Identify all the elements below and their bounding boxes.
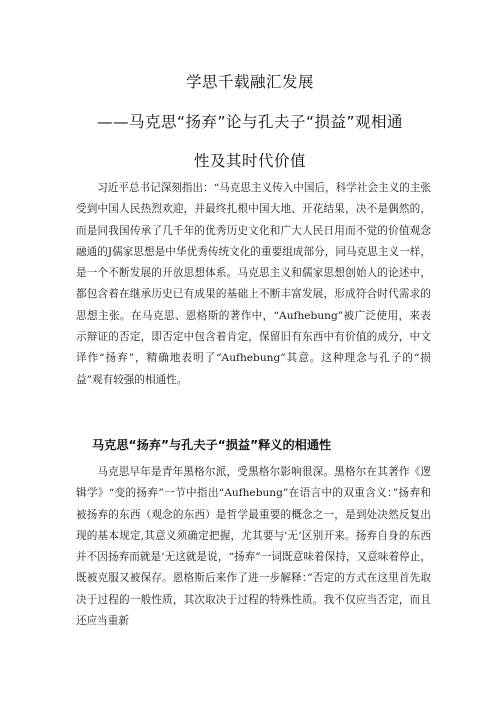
section-paragraph: 马克思早年是青年黑格尔派，受黑格尔影响很深。黑格尔在其著作《逻辑学》“变的扬弃”一节中指出“Aufhebung”在语言中的双重含义：”扬弃和被扬弃的东西（观念的东西）是哲学最重要的概念之一，是到处决然反复出现的基本规定,其意义须确定把握，尤其要与'无’区别开来。扬弃自身的东西并不因扬弃而就是‘无这就是说，“扬弃”一词既意味着保持，又意味着停止，既被克服又被保存。恩格斯后来作了进一步解释：”否定的方式在这里首先取决于过程的一般性质，其次取决于过程的特殊性质。我不仅应当否定，而且还应当重新 <box>76 466 431 628</box>
document-title: 学思千载融汇发展 <box>185 73 314 91</box>
section-heading: 马克思“扬弃”与孔夫子“损益”释义的相通性 <box>92 438 332 452</box>
document-subtitle-line1: ——马克思“扬弃”论与孔夫子“损益”观相通 <box>96 113 404 131</box>
document-subtitle-line2: 性及其时代价值 <box>193 152 306 170</box>
intro-paragraph: 习近平总书记深刻指出：“马克思主义传入中国后，科学社会主义的主张受到中国人民热烈欢迎，并最终扎根中国大地、开花结果，决不是偶然的，而是同我国传承了几千年的优秀历史文化和广大人民日用而不觉的价值观念融通的J儒家思想是中华优秀传统文化的重要组成部分，同马克思主义一样，是一个不断发展的开放思想体系。马克思主义和儒家思想创始人的论述中，都包含着在继承历史已有成果的基础上不断丰富发展，形成符合时代需求的思想主张。在马克思、恩格斯的著作中，“Aufhebung”被广泛使用，来表示辩证的否定，即否定中包含着肯定，保留旧有东西中有价值的成分，中文译作“扬弃”，精确地表明了“Aufhebung”其意。这种理念与孔子的“损益”观有较强的相通性。 <box>76 182 432 386</box>
